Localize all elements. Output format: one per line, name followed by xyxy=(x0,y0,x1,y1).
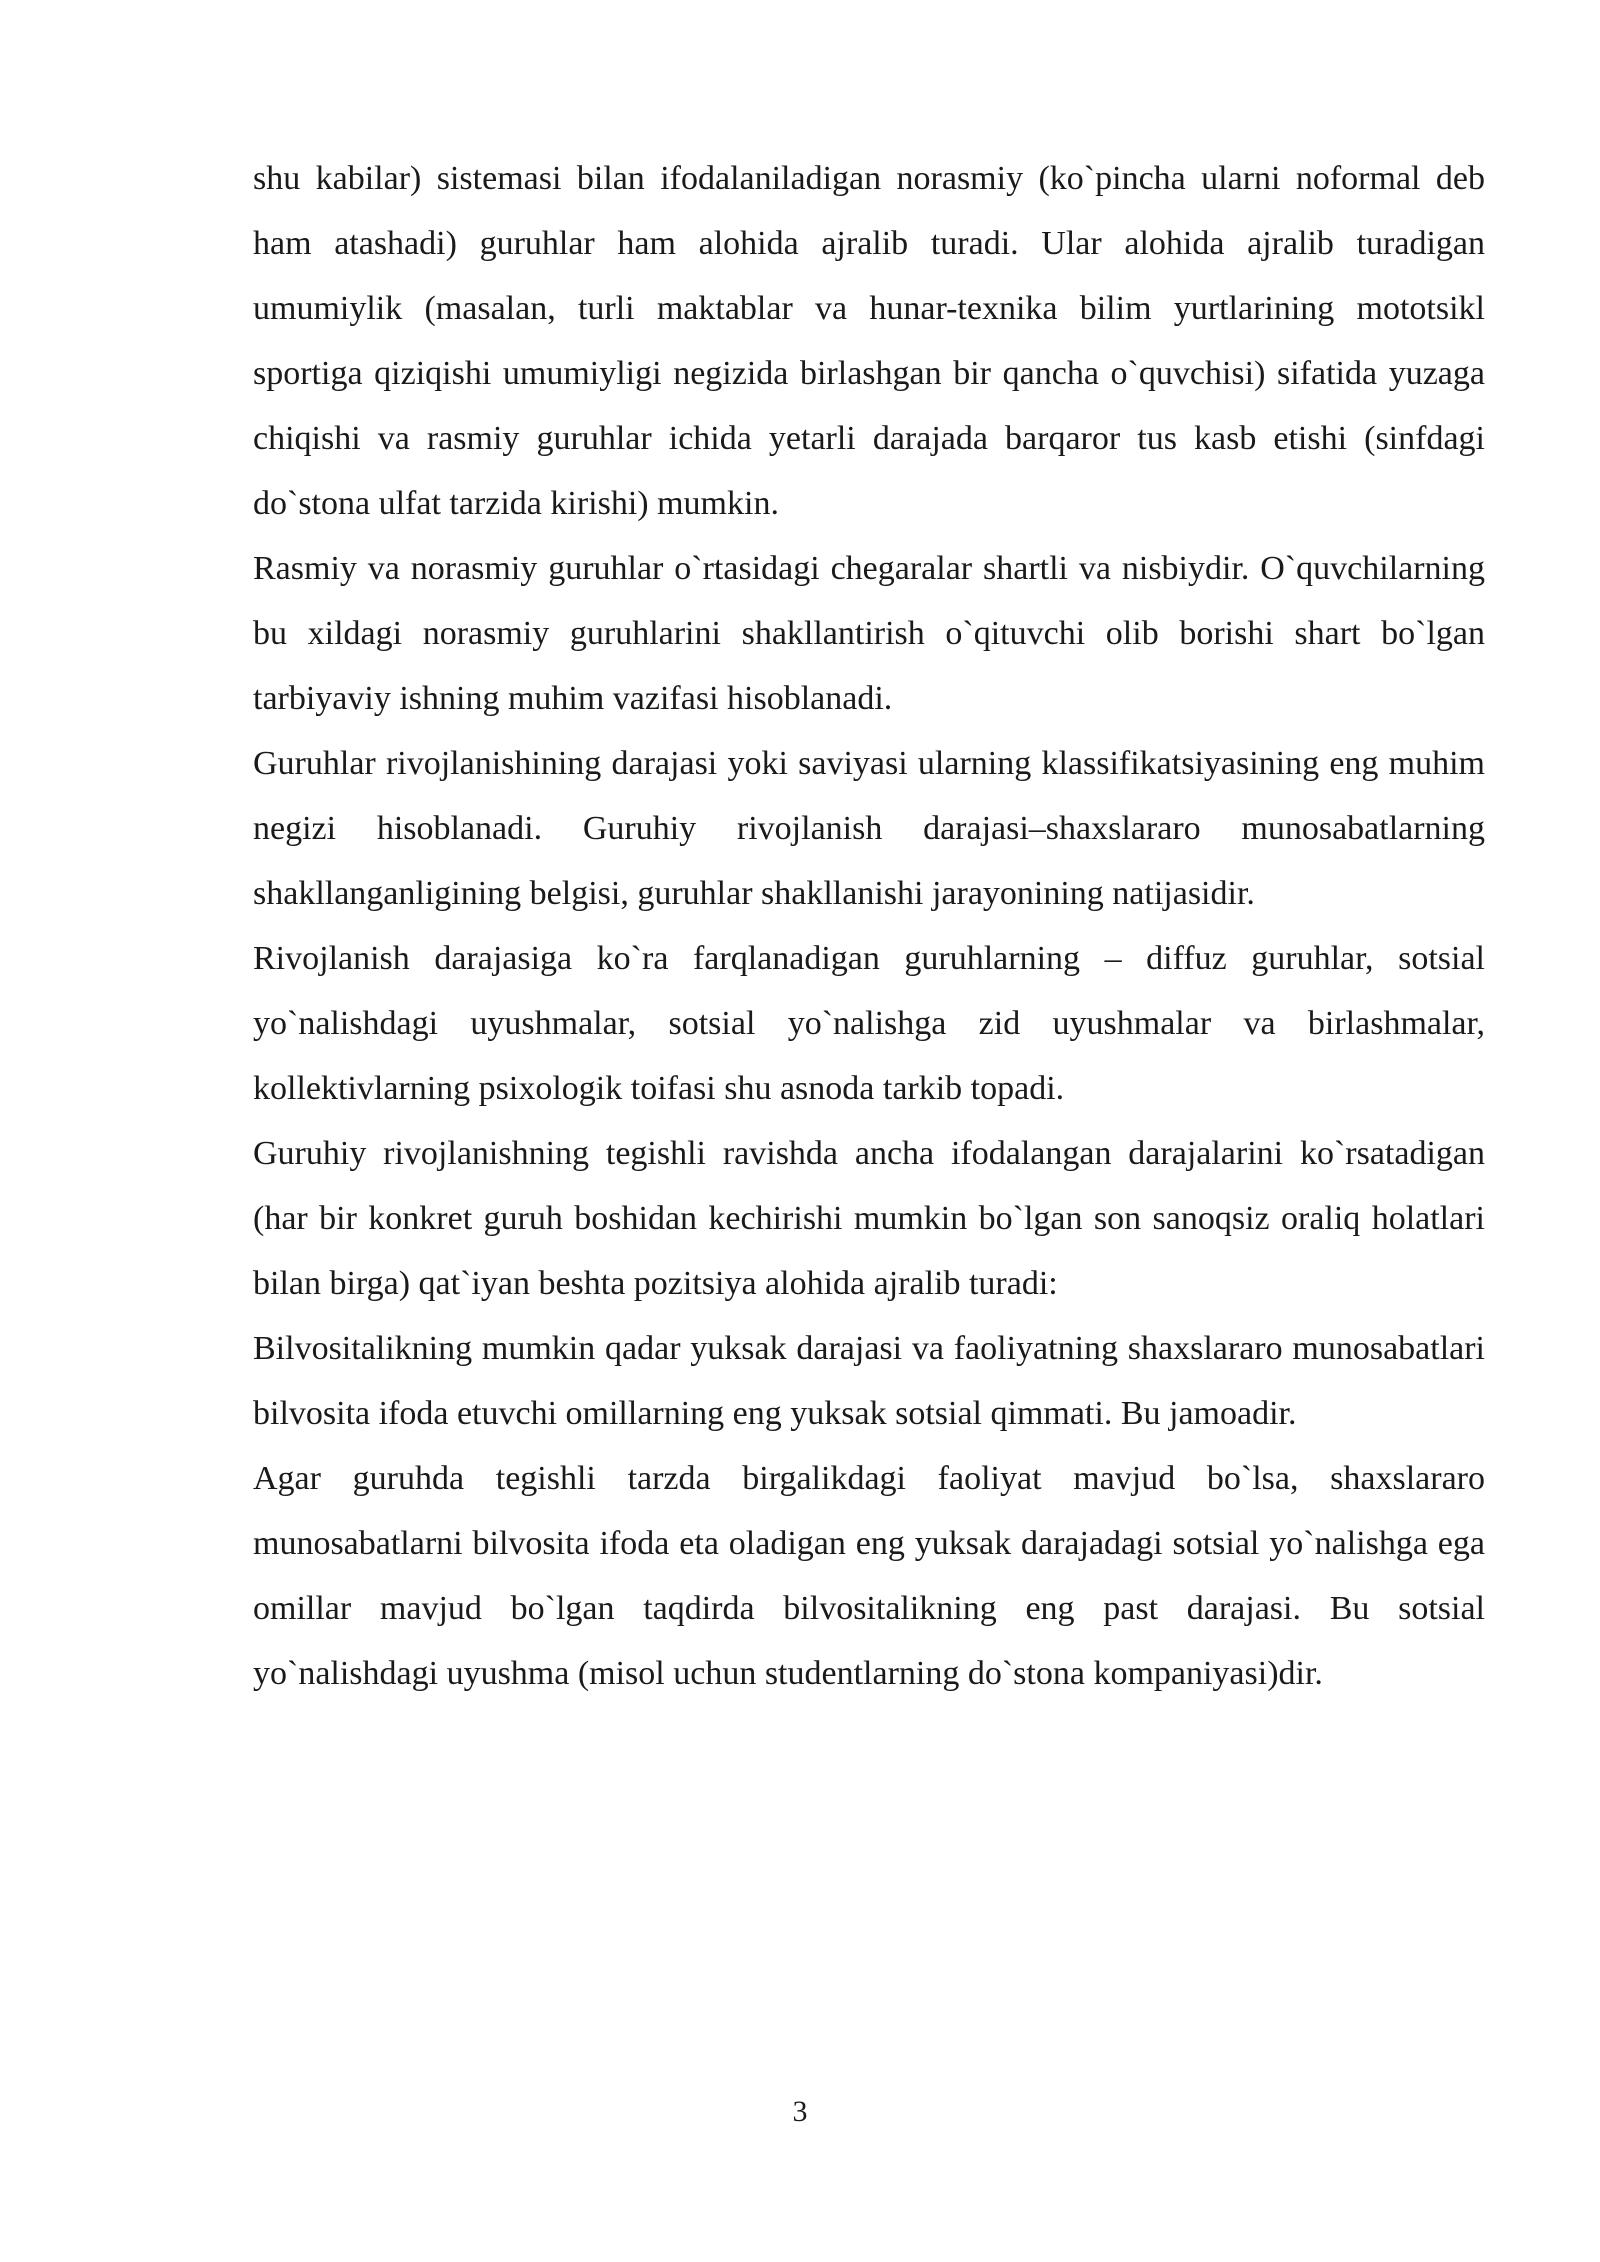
paragraph-formal-informal-boundaries: Rasmiy va norasmiy guruhlar o`rtasidagi chegaralar shartli va nisbiydir. O`quvchilarning bu xildagi norasmiy guruhlarini shakllantirish o`qituvchi olib borishi shart bo`lgan tarbiyaviy ishning muhim vazifasi hisoblanadi. xyxy=(253,550,1485,717)
paragraph-five-positions: Guruhiy rivojlanishning tegishli ravishda ancha ifodalangan darajalarini ko`rsatadigan (har bir konkret guruh boshidan kechirishi mumkin bo`lgan son sanoqsiz oraliq holatlari bilan birga) qat`iyan beshta pozitsiya alohida ajralib turadi: xyxy=(253,1135,1485,1302)
paragraph-informal-groups: shu kabilar) sistemasi bilan ifodalaniladigan norasmiy (ko`pincha ularni noformal deb ham atashadi) guruhlar ham alohida ajralib turadi. Ular alohida ajralib turadigan umumiylik (masalan, turli maktablar va hunar-texnika bilim yurtlarining mototsikl sportiga qiziqishi umumiyligi negizida birlashgan bir qancha o`quvchisi) sifatida yuzaga chiqishi va rasmiy guruhlar ichida yetarli darajada barqaror tus kasb etishi (sinfdagi do`stona ulfat tarzida kirishi) mumkin. xyxy=(253,160,1485,522)
paragraph-group-development-level: Guruhlar rivojlanishining darajasi yoki saviyasi ularning klassifikatsiyasining eng muhim negizi hisoblanadi. Guruhiy rivojlanish darajasi–shaxslararo munosabatlarning shakllanganligining belgisi, guruhlar shakllanishi jarayonining natijasidir. xyxy=(253,745,1485,912)
paragraph-social-association: Agar guruhda tegishli tarzda birgalikdagi faoliyat mavjud bo`lsa, shaxslararo munosabatlarni bilvosita ifoda eta oladigan eng yuksak darajadagi sotsial yo`nalishga ega omillar mavjud bo`lgan taqdirda bilvositalikning eng past darajasi. Bu sotsial yo`nalishdagi uyushma (misol uchun studentlarning do`stona kompaniyasi)dir. xyxy=(253,1460,1485,1692)
page-number: 3 xyxy=(792,2095,808,2128)
paragraph-group-types: Rivojlanish darajasiga ko`ra farqlanadigan guruhlarning – diffuz guruhlar, sotsial yo`nalishdagi uyushmalar, sotsial yo`nalishga zid uyushmalar va birlashmalar, kollektivlarning psixologik toifasi shu asnoda tarkib topadi. xyxy=(253,940,1485,1107)
paragraph-collective: Bilvositalikning mumkin qadar yuksak darajasi va faoliyatning shaxslararo munosabatlari bilvosita ifoda etuvchi omillarning eng yuksak sotsial qimmati. Bu jamoadir. xyxy=(253,1330,1485,1432)
document-page xyxy=(253,146,1485,1706)
